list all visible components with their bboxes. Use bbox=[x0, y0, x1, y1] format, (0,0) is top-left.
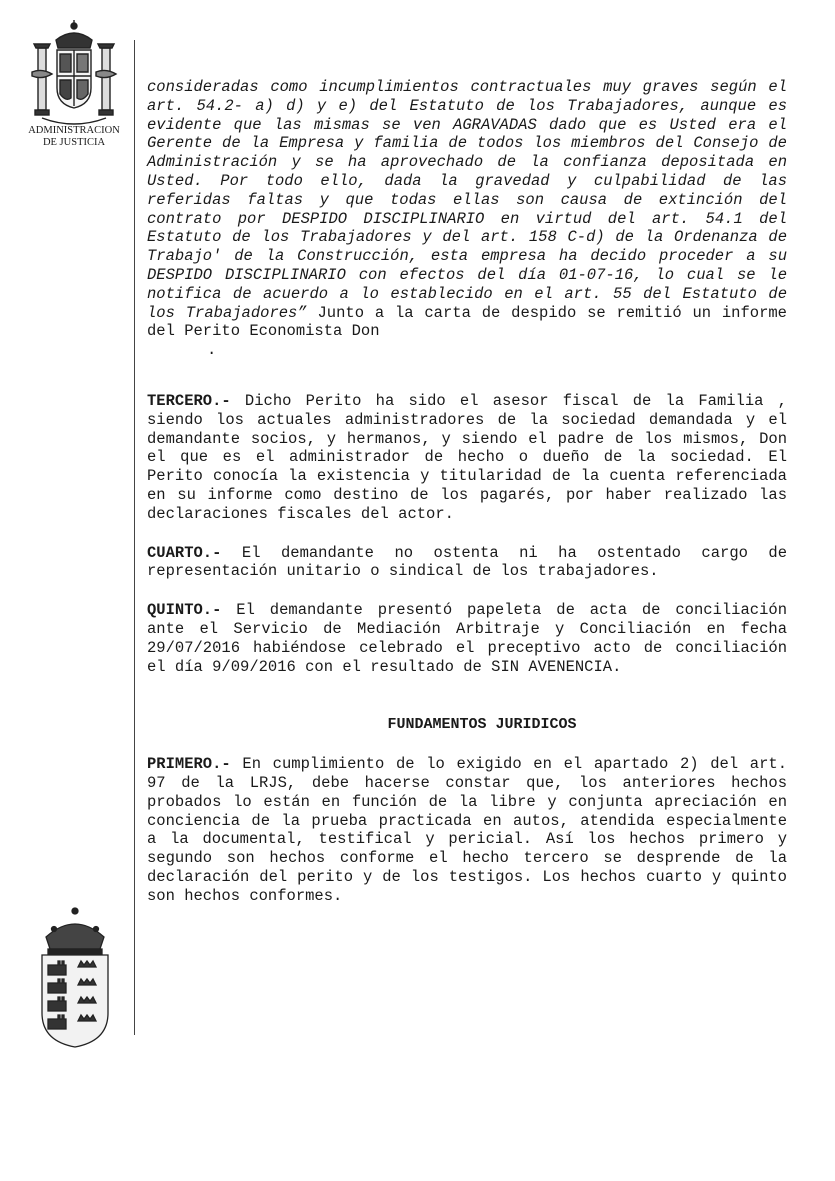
hecho-segundo-continuation bbox=[147, 78, 787, 360]
institution-line-1: ADMINISTRACION bbox=[28, 125, 120, 136]
hecho-tercero bbox=[147, 392, 787, 524]
tercero-text: Dicho Perito ha sido el asesor fiscal de la Familia , siendo los actuales administradores de la sociedad demandada y el demandante socios, y hermanos, y siendo el padre de los mismos, Don el que es el administrador de hecho o dueño de la sociedad. El Perito conocía la existencia y titularidad de la cuenta referenciada en su informe como destino de los pagarés, por haber realizado las declaraciones fiscales del actor. bbox=[147, 391, 787, 523]
spain-coat-of-arms-icon bbox=[24, 18, 124, 133]
cuarto-text: El demandante no ostenta ni ha ostentado cargo de representación unitario o sindical de los trabajadores. bbox=[147, 543, 787, 581]
tercero-label: TERCERO.- bbox=[147, 391, 231, 410]
continuation-text: Junto a la carta de despido se remitió un informe del Perito Economista Don bbox=[147, 303, 787, 341]
institution-line-2: DE JUSTICIA bbox=[42, 137, 106, 148]
section-heading: FUNDAMENTOS JURIDICOS bbox=[387, 716, 577, 734]
fundamento-primero bbox=[147, 755, 787, 905]
quinto-label: QUINTO.- bbox=[147, 601, 222, 620]
cuarto-label: CUARTO.- bbox=[147, 543, 222, 562]
quinto-text: El demandante presentó papeleta de acta de conciliación ante el Servicio de Mediación Arbitraje y Conciliación en fecha 29/07/2016 habiéndose celebrado el preceptivo acto de conciliación el día 9/09/2016 con el resultado de SIN AVENENCIA. bbox=[147, 601, 787, 676]
hecho-quinto bbox=[147, 601, 787, 676]
institution-label bbox=[14, 125, 134, 149]
document-body bbox=[147, 78, 787, 905]
trailing-mark: . bbox=[207, 341, 217, 360]
hecho-cuarto bbox=[147, 544, 787, 582]
quoted-dismissal-letter: consideradas como incumplimientos contractuales muy graves según el art. 54.2- a) d) y e) del Estatuto de los Trabajadores, aunque es evidente que las mismas se ven AGRAVADAS dado que es Usted era el Gerente de la Empresa y familia de todos los miembros del Consejo de Administración y se ha aprovechado de la confianza depositada en Usted. Por todo ello, dada la gravedad y culpabilidad de las referidas faltas y que todas ellas son causa de extinción del contrato por DESPIDO DISCIPLINARIO en virtud del art. 54.1 del Estatuto de los Trabajadores y del art. 158 C-d) de la Ordenanza de Trabajo' de la Construcción, esta empresa ha decido proceder a su DESPIDO DISCIPLINARIO con efectos del día 01-07-16, lo cual se le notifica de acuerdo a lo establecido en el art. 55 del Estatuto de los Trabajadores” bbox=[147, 78, 787, 322]
primero-label: PRIMERO.- bbox=[147, 755, 231, 774]
murcia-coat-of-arms-icon bbox=[34, 905, 116, 1050]
margin-rule bbox=[134, 40, 135, 1035]
primero-text: En cumplimiento de lo exigido en el apartado 2) del art. 97 de la LRJS, debe hacerse constar que, los anteriores hechos probados lo están en función de la libre y conjunta apreciación en conciencia de la prueba practicada en autos, atendida especialmente a la documental, testifical y pericial. Así los hechos primero y segundo son hechos conforme el hecho tercero se desprende de la declaración del perito y de los testigos. Los hechos cuarto y quinto son hechos conformes. bbox=[147, 755, 787, 905]
